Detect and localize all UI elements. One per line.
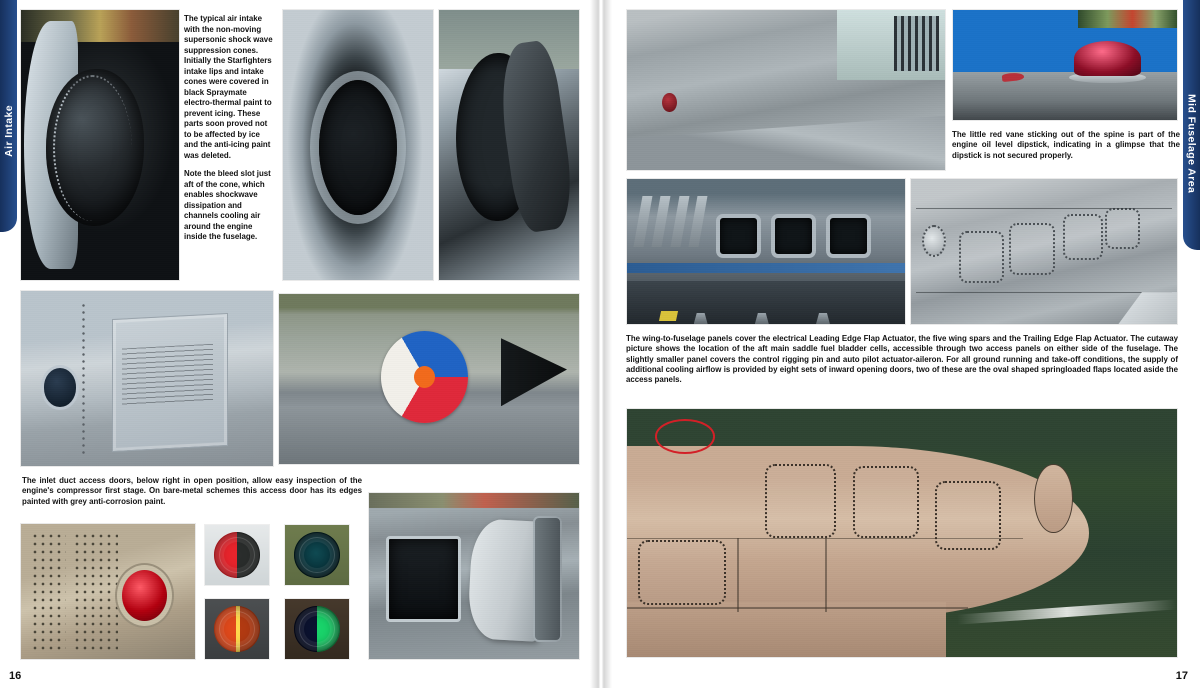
open-duct-door-photo — [368, 492, 580, 660]
fuselage-spine-photo — [626, 9, 946, 171]
wing-to-fuselage-caption — [626, 334, 1178, 385]
intake-cone-photo — [20, 9, 180, 281]
internal-structure-photo — [626, 178, 906, 325]
intake-caption-para-2: Note the bleed slot just aft of the cone, which enables shockwave dissipation and channels cooling air around the engine inside the fuselage. — [184, 169, 271, 241]
nav-light-red-unlit-photo — [204, 524, 270, 586]
page-gutter-shadow-right — [604, 0, 612, 688]
chapter-tab-air-intake — [0, 0, 17, 232]
nav-light-green-unlit-photo — [284, 524, 350, 586]
chapter-tab-mid-fuselage-label: Mid Fuselage Area — [1185, 94, 1198, 194]
page-number-left: 16 — [9, 670, 22, 682]
intake-caption-para-1: The typical air intake with the non-moving supersonic shock wave suppression cones. Initially the Starfighters intake lips and intake cones were covered in black Spraymate electro-thermal paint to prevent icing. These parts soon proved not to be affected by ice and the anti-icing paint was deleted. — [184, 14, 273, 160]
page-gutter-shadow-left — [590, 0, 598, 688]
inlet-duct-caption-text: The inlet duct access doors, below right in open position, allow easy inspection of the engine's compressor first stage. On bare-metal schemes this access door has its edges painted with grey anti-corrosion paint. — [22, 476, 362, 506]
right-page — [604, 0, 1200, 688]
photo-grain — [627, 10, 945, 170]
photo-grain — [279, 294, 579, 464]
photo-grain — [369, 493, 579, 659]
intake-caption-column — [184, 14, 276, 243]
wing-to-fuselage-caption-text: The wing-to-fuselage panels cover the electrical Leading Edge Flap Actuator, the five wing spars and the Trailing Edge Flap Actuator. The cutaway picture shows the location of the aft main saddle fuel bladder cells, accessible through two access panels on either side of the fuselage. The slightly smaller panel covers the control rigging pin and auto pilot actuator-aileron. For all ground running and take-off conditions, the supply of additional cooling airflow is provided by eight sets of inward opening doors, two of these are the oval shaped springloaded flaps located aside the access panels. — [626, 334, 1178, 385]
beacon-dipstick-photo — [952, 9, 1178, 121]
left-page — [0, 0, 598, 688]
photo-grain — [21, 10, 179, 280]
dipstick-caption — [952, 130, 1180, 161]
intake-ring-photo — [282, 9, 434, 281]
intake-duct-photo — [438, 9, 580, 281]
inlet-duct-caption — [22, 476, 362, 507]
photo-grain — [911, 179, 1177, 324]
nav-light-fresnel-rings — [299, 537, 335, 573]
photo-grain — [627, 179, 905, 324]
nav-light-green-lit-photo — [284, 598, 350, 660]
photo-grain — [627, 409, 1177, 657]
dipstick-caption-text: The little red vane sticking out of the spine is part of the engine oil level dipstick, indicating in a glimpse that the dipstick is not secured properly. — [952, 130, 1180, 160]
photo-grain — [953, 10, 1177, 120]
camouflage-cutaway-photo — [626, 408, 1178, 658]
nav-light-fresnel-rings — [299, 611, 335, 647]
photo-grain — [21, 524, 195, 659]
bare-metal-panels-photo — [910, 178, 1178, 325]
photo-grain — [283, 10, 433, 280]
page-number-right: 17 — [1175, 670, 1188, 682]
nav-light-red-lit-photo — [204, 598, 270, 660]
chapter-tab-mid-fuselage — [1183, 0, 1200, 250]
red-light-photo — [20, 523, 196, 660]
roundel-photo — [278, 293, 580, 465]
photo-grain — [21, 291, 273, 466]
nav-light-fresnel-rings — [219, 537, 255, 573]
chapter-tab-air-intake-label: Air Intake — [2, 105, 15, 157]
photo-grain — [439, 10, 579, 280]
nav-light-fresnel-rings — [219, 611, 255, 647]
access-panel-photo — [20, 290, 274, 467]
